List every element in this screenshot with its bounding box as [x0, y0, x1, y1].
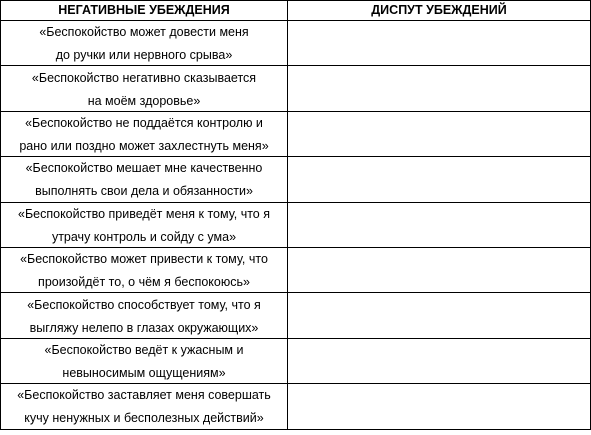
belief-text-line-2: кучу ненужных и бесполезных действий»: [24, 411, 264, 426]
dispute-cell[interactable]: [288, 66, 591, 111]
table-row: [1, 247, 591, 292]
belief-text-line-1: «Беспокойство может довести меня: [39, 25, 249, 40]
table-row: [1, 384, 591, 429]
dispute-cell[interactable]: [288, 384, 591, 429]
negative-belief-cell: [1, 66, 288, 111]
negative-belief-cell: [1, 384, 288, 429]
table-header-row: [1, 1, 591, 21]
negative-belief-cell: [1, 157, 288, 202]
table-row: [1, 157, 591, 202]
belief-text-line-2: невыносимым ощущениям»: [62, 365, 226, 380]
belief-text-line-2: до ручки или нервного срыва»: [55, 48, 233, 63]
header-belief-dispute: ДИСПУТ УБЕЖДЕНИЙ: [288, 1, 591, 21]
table-row: [1, 338, 591, 383]
table-row: [1, 111, 591, 156]
table-row: [1, 21, 591, 66]
belief-text-line-2: выполнять свои дела и обязанности»: [35, 184, 253, 199]
header-negative-beliefs: НЕГАТИВНЫЕ УБЕЖДЕНИЯ: [1, 1, 288, 21]
dispute-cell[interactable]: [288, 338, 591, 383]
belief-text-line-2: выгляжу нелепо в глазах окружающих»: [29, 320, 259, 335]
negative-belief-cell: [1, 338, 288, 383]
negative-belief-cell: [1, 202, 288, 247]
table-row: [1, 66, 591, 111]
dispute-cell[interactable]: [288, 293, 591, 338]
belief-text-line-1: «Беспокойство может привести к тому, что: [20, 252, 268, 267]
negative-belief-cell: [1, 21, 288, 66]
dispute-cell[interactable]: [288, 21, 591, 66]
belief-text-line-1: «Беспокойство негативно сказывается: [31, 70, 257, 85]
dispute-cell[interactable]: [288, 247, 591, 292]
belief-text-line-2: рано или поздно может захлестнуть меня»: [19, 138, 269, 153]
belief-text-line-1: «Беспокойство не поддаётся контролю и: [25, 115, 263, 130]
dispute-cell[interactable]: [288, 202, 591, 247]
negative-belief-cell: [1, 293, 288, 338]
belief-text-line-1: «Беспокойство ведёт к ужасным и: [44, 342, 244, 357]
dispute-cell[interactable]: [288, 111, 591, 156]
belief-text-line-2: утрачу контроль и сойду с ума»: [51, 229, 237, 244]
negative-belief-cell: [1, 247, 288, 292]
belief-text-line-1: «Беспокойство способствует тому, что я: [27, 297, 261, 312]
negative-belief-cell: [1, 111, 288, 156]
table-row: [1, 293, 591, 338]
dispute-cell[interactable]: [288, 157, 591, 202]
belief-text-line-2: на моём здоровье»: [87, 93, 201, 108]
belief-text-line-1: «Беспокойство заставляет меня совершать: [17, 388, 271, 403]
table-row: [1, 202, 591, 247]
belief-text-line-1: «Беспокойство мешает мне качественно: [25, 161, 263, 176]
belief-text-line-2: произойдёт то, о чём я беспокоюсь»: [38, 275, 250, 290]
belief-text-line-1: «Беспокойство приведёт меня к тому, что я: [18, 206, 270, 221]
